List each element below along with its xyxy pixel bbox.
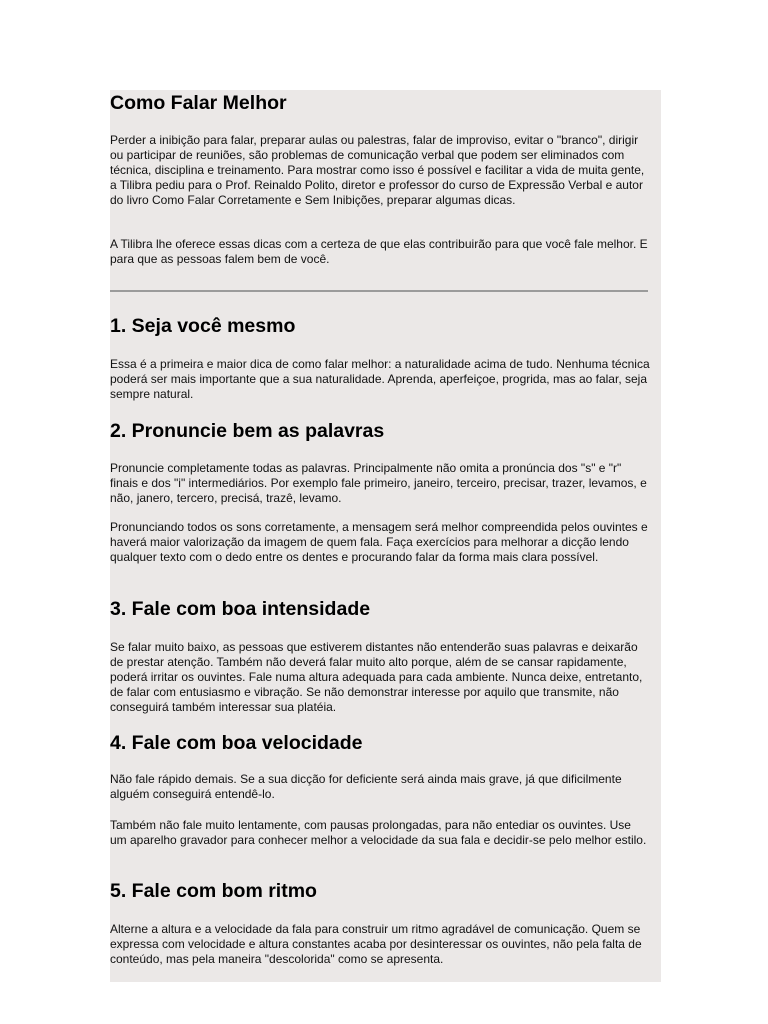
section-4-paragraph-1: Não fale rápido demais. Se a sua dicção for deficiente será ainda mais grave, já que dificilmente alguém conseguirá entendê-lo. (110, 772, 622, 801)
section-4-paragraph-2: Também não fale muito lentamente, com pausas prolongadas, para não entediar os ouvintes. Use um aparelho gravador para conhecer melhor a velocidade da sua fala e decidir-se pelo melhor estilo. (110, 818, 647, 847)
intro-paragraph-1: Perder a inibição para falar, preparar aulas ou palestras, falar de improviso, evitar o "branco", dirigir ou participar de reuniões, são problemas de comunicação verbal que podem ser eliminados com técnica, disciplina e treinamento. Para mostrar como isso é possível e facilitar a vida de muita gente, a Tilibra pediu para o Prof. Reinaldo Polito, diretor e professor do curso de Expressão Verbal e autor do livro Como Falar Corretamente e Sem Inibições, preparar algumas dicas. (110, 133, 645, 207)
section-2-paragraph-2: Pronunciando todos os sons corretamente, a mensagem será melhor compreendida pelos ouvintes e haverá maior valorização da imagem de quem fala. Faça exercícios para melhorar a dicção lendo qualquer texto com o dedo entre os dentes e procurando falar da forma mais clara possível. (110, 520, 648, 564)
horizontal-divider (110, 290, 648, 292)
document-title: Como Falar Melhor (110, 92, 287, 114)
section-3-paragraph-1: Se falar muito baixo, as pessoas que estiverem distantes não entenderão suas palavras e deixarão de prestar atenção. Também não deverá falar muito alto porque, além de se cansar rapidamente, poderá irritar os ouvintes. Fale numa altura adequada para cada ambiente. Nunca deixe, entretanto, de falar com entusiasmo e vibração. Se não demonstrar interesse por aquilo que transmite, não conseguirá também interessar sua platéia. (110, 640, 643, 714)
section-5-heading: 5. Fale com bom ritmo (110, 880, 317, 902)
section-1-paragraph-1: Essa é a primeira e maior dica de como falar melhor: a naturalidade acima de tudo. Nenhuma técnica poderá ser mais importante que a sua naturalidade. Aprenda, aperfeiçoe, progrida, mas ao falar, seja sempre natural. (110, 357, 650, 401)
document-body (110, 90, 661, 982)
intro-paragraph-2: A Tilibra lhe oferece essas dicas com a certeza de que elas contribuirão para que você fale melhor. E para que as pessoas falem bem de você. (110, 237, 648, 266)
section-3-heading: 3. Fale com boa intensidade (110, 598, 371, 620)
section-5-paragraph-1: Alterne a altura e a velocidade da fala para construir um ritmo agradável de comunicação. Quem se expressa com velocidade e altura constantes acaba por desinteressar os ouvintes, não pela falta de conteúdo, mas pela maneira "descolorida" como se apresenta. (110, 922, 642, 966)
section-1-heading: 1. Seja você mesmo (110, 315, 296, 337)
section-4-heading: 4. Fale com boa velocidade (110, 732, 363, 754)
section-2-heading: 2. Pronuncie bem as palavras (110, 420, 385, 442)
section-2-paragraph-1: Pronuncie completamente todas as palavras. Principalmente não omita a pronúncia dos "s" e "r" finais e dos "i" intermediários. Por exemplo fale primeiro, janeiro, terceiro, precisar, trazer, levamos, e não, janero, tercero, precisá, trazê, levamo. (110, 461, 647, 505)
